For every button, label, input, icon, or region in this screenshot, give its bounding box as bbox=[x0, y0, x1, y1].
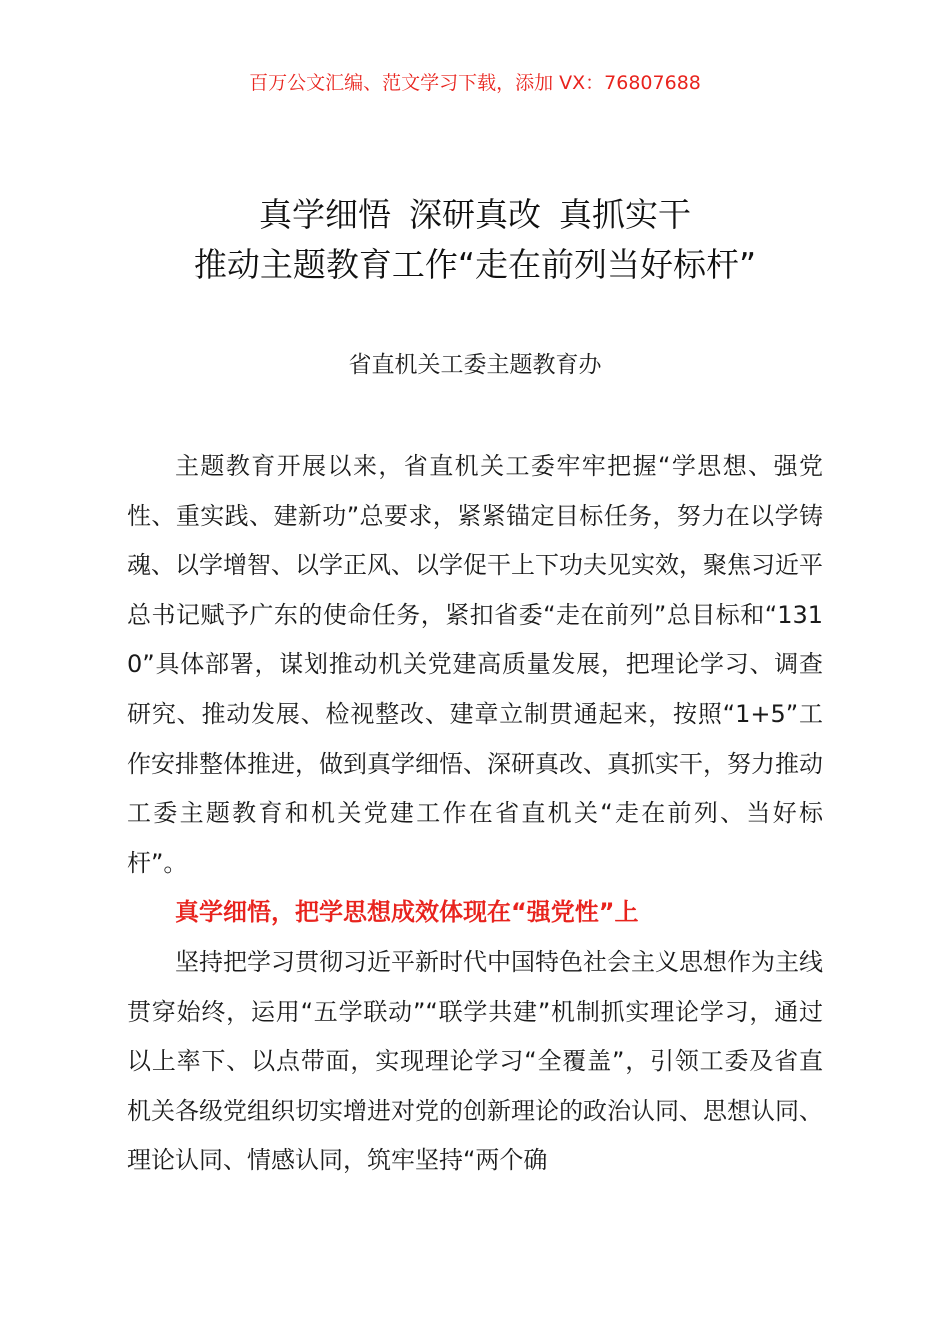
header-watermark-note: 百万公文汇编、范文学习下载，添加 VX：76807688 bbox=[249, 72, 701, 94]
title-part-3: 真抓实干 bbox=[559, 195, 691, 234]
intro-paragraph: 主题教育开展以来，省直机关工委牢牢把握“学思想、强党性、重实践、建新功”总要求，紧紧锚定目标任务，努力在以学铸魂、以学增智、以学正风、以学促干上下功夫见实效，聚焦习近平总书记赋予广东的使命任务，紧扣省委“走在前列”总目标和“1310”具体部署，谋划推动机关党建高质量发展，把理论学习、调查研究、推动发展、检视整改、建章立制贯通起来，按照“1+5”工作安排整体推进，做到真学细悟、深研真改、真抓实干，努力推动工委主题教育和机关党建工作在省直机关“走在前列、当好标杆”。 bbox=[127, 452, 823, 877]
title-line-1 bbox=[0, 190, 950, 240]
title-part-1: 真学细悟 bbox=[259, 195, 391, 234]
author-line: 省直机关工委主题教育办 bbox=[348, 352, 602, 378]
title-part-2: 深研真改 bbox=[409, 195, 541, 234]
document-title bbox=[0, 190, 950, 290]
section-1-paragraph: 坚持把学习贯彻习近平新时代中国特色社会主义思想作为主线贯穿始终，运用“五学联动”“联学共建”机制抓实理论学习，通过以上率下、以点带面，实现理论学习“全覆盖”，引领工委及省直机关各级党组织切实增进对党的创新理论的政治认同、思想认同、理论认同、情感认同，筑牢坚持“两个确 bbox=[127, 947, 823, 1175]
title-line-2: 推动主题教育工作“走在前列当好标杆” bbox=[193, 245, 757, 284]
section-heading-1: 真学细悟，把学思想成效体现在“强党性”上 bbox=[175, 898, 639, 927]
body-text bbox=[127, 442, 823, 1186]
